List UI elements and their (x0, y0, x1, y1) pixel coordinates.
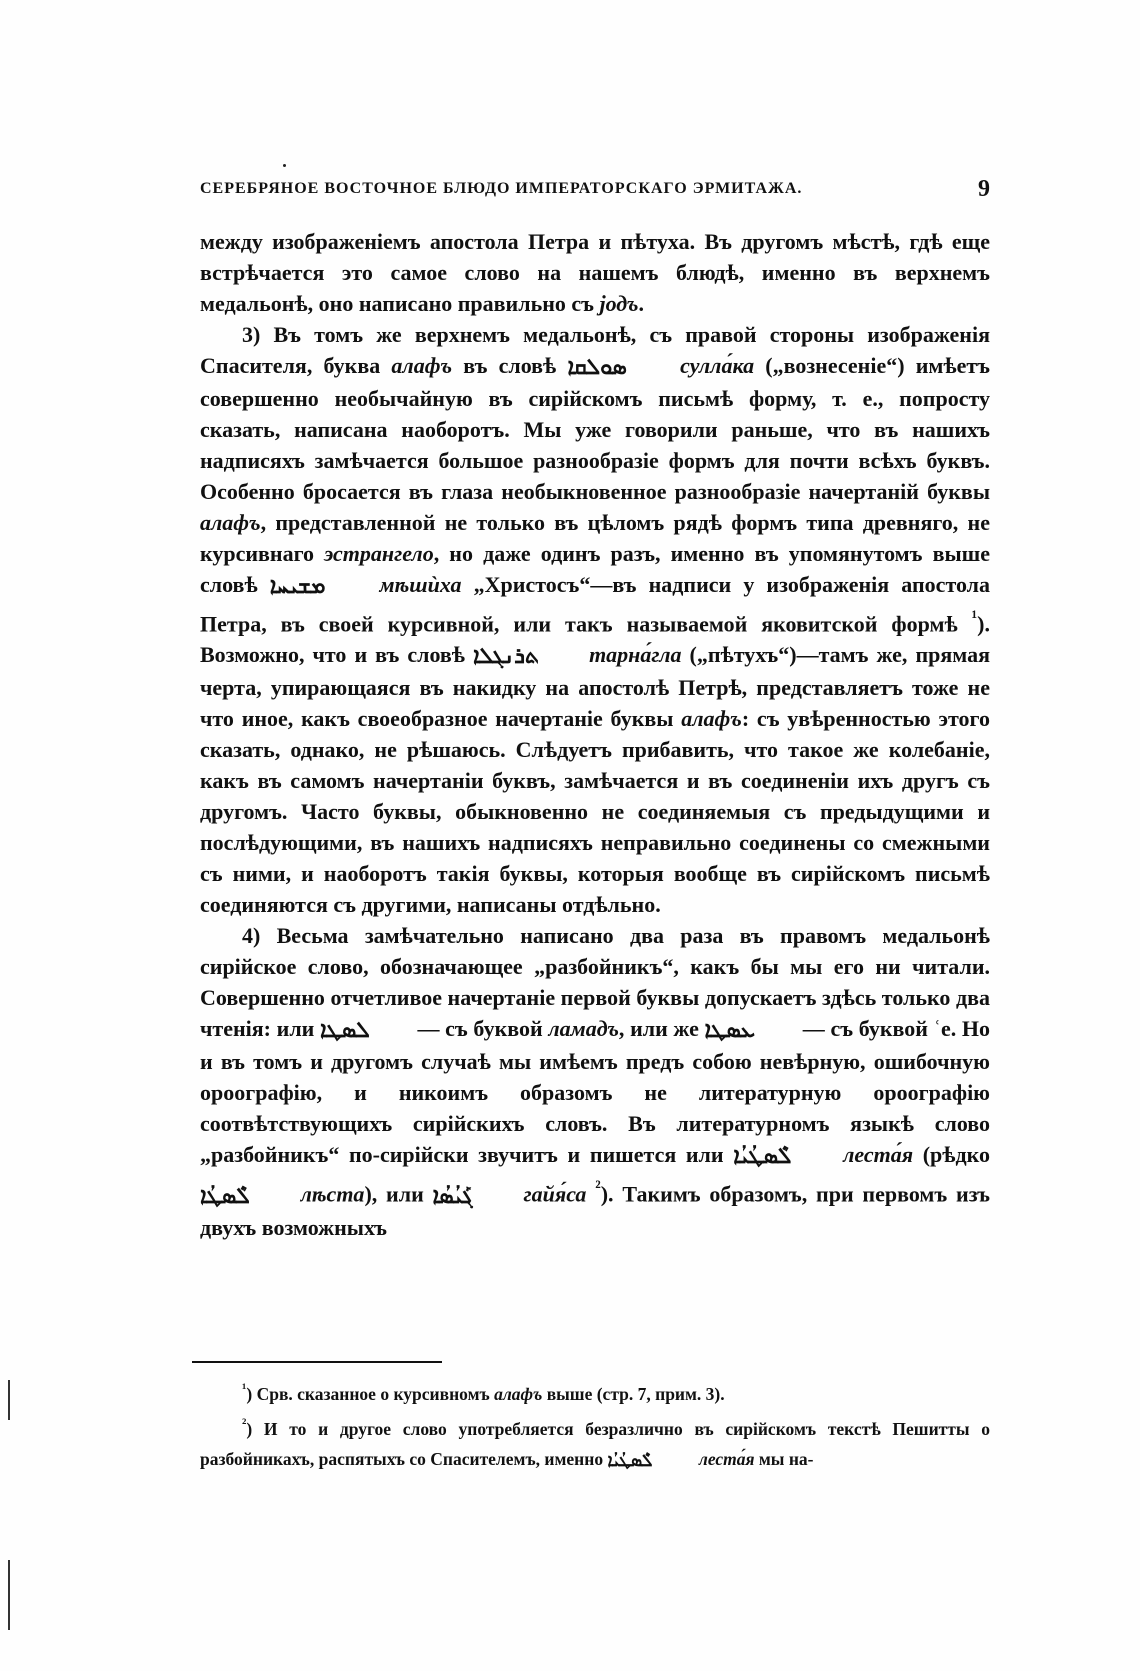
text-run: („пѣтухъ“)—тамъ же, прямая черта, упирающаяся въ накидку на апостолѣ Петрѣ, представляетъ тоже не что иное, какъ своеобразное начертаніе буквы (200, 642, 990, 732)
paragraph-2 (200, 319, 990, 920)
text-run: въ словѣ (452, 353, 568, 378)
footnotes (200, 1374, 990, 1476)
italic-term: леста́я (698, 1448, 755, 1469)
running-header (200, 176, 990, 210)
syriac-word: ܠܣܛܐ (320, 1018, 370, 1044)
italic-term: јодъ (599, 291, 639, 316)
text-run: , но даже одинъ разъ, именно въ упомянутомъ выше словѣ (200, 541, 990, 597)
text-run: 4) Весьма замѣчательно написано два раза въ правомъ медальонѣ сирійское слово, обозначающее „разбойникъ“, какъ бы мы его ни читали. Совершенно отчетливое начертаніе первой буквы допускаетъ здѣсь только два чтенія: или (200, 923, 990, 1042)
italic-term: леста́я (843, 1142, 914, 1168)
paragraph-1 (200, 226, 990, 319)
italic-term: мѣшѝха (379, 572, 462, 597)
italic-term: тарна́гла (589, 642, 682, 668)
text-run: , или же (618, 1016, 705, 1042)
italic-term: алафъ (200, 510, 261, 535)
text-run: между изображеніемъ апостола Петра и пѣтуха. Въ другомъ мѣстѣ, гдѣ еще встрѣчается это самое слово на нашемъ блюдѣ, именно въ верхнемъ медальонѣ, оно написано правильно съ (200, 229, 990, 316)
text-run: ). Возможно, что и въ словѣ (200, 611, 990, 668)
syriac-word: ܠܶܣܛܳܐ (200, 1183, 250, 1209)
syriac-word: ܬܪܢܓܠܐ (473, 644, 540, 670)
text-run: мы на- (754, 1448, 814, 1469)
page-edge-mark (8, 1380, 10, 1420)
italic-term: ламадъ (548, 1016, 619, 1042)
print-speck (283, 164, 286, 167)
text-run: „Христосъ“—въ надписи у изображенія апостола Петра, въ своей курсивной, или такъ называемой яковитской формѣ (200, 572, 991, 637)
text-run: ). Такимъ образомъ, при первомъ изъ двухъ возможныхъ (200, 1181, 990, 1240)
text-run: ) Срв. сказанное о курсивномъ (246, 1383, 495, 1404)
text-run: , представленной не только въ цѣломъ рядѣ формъ типа древняго, не курсивнаго (200, 510, 990, 566)
footnote-marker: ¹ (971, 607, 978, 627)
text-run: ) И то и другое слово употребляется безразлично въ сирійскомъ текстѣ Пешитты о разбойникахъ, распятыхъ со Спасителемъ, именно (200, 1418, 990, 1469)
text-run: — съ буквой (411, 1016, 549, 1042)
text-run: — съ буквой ʿе. Но и въ томъ и другомъ случаѣ мы имѣемъ предъ собою невѣрную, ошибочную ороографію, и никоимъ образомъ не литературную ороографію соотвѣтствующихъ сирійскихъ словъ. Въ литературномъ языкѣ слово „разбойникъ“ по-сирійски звучитъ и пишется или (200, 1016, 990, 1168)
syriac-word: ܓܰܝܳܣܳܐ (432, 1183, 473, 1209)
syriac-word: ܥܣܛܐ (704, 1018, 756, 1044)
footnote-rule (192, 1361, 442, 1363)
footnote-marker: ² (595, 1177, 601, 1198)
text-run: ), или (364, 1181, 433, 1207)
footnote-1 (200, 1374, 990, 1409)
text-run: („вознесеніе“) имѣетъ совершенно необычайную въ сирійскомъ письмѣ форму, т. е., попросту сказать, написана наоборотъ. Мы уже говорили раньше, что въ нашихъ надписяхъ замѣчается большое разнообразіе формъ для почти всѣхъ буквъ. Особенно бросается въ глаза необыкновенное разнообразіе начертаній буквы (200, 353, 990, 504)
text-run: . (638, 291, 645, 316)
page-number: 9 (978, 176, 990, 202)
text-run: (рѣдко (913, 1142, 990, 1168)
text-run: 3) Въ томъ же верхнемъ медальонѣ, съ правой стороны изображенія Спасителя, буква (200, 322, 990, 378)
italic-term: лѣста (300, 1181, 365, 1207)
text-run: выше (стр. 7, прим. 3). (542, 1383, 725, 1404)
footnote-marker: ¹ (242, 1381, 247, 1397)
syriac-word: ܡܫܝܚܐ (269, 574, 326, 599)
italic-term: алафъ (681, 706, 742, 732)
italic-term: алафъ (494, 1383, 543, 1404)
footnote-marker: ² (242, 1415, 247, 1432)
text-run: : съ увѣренностью этого сказать, однако, не рѣшаюсь. Слѣдуетъ прибавить, что такое же колебаніе, какъ въ самомъ начертаніи буквъ, замѣчается и въ соединеніи ихъ другъ съ другомъ. Часто буквы, обыкновенно не соединяемыя съ предыдущими и послѣдующими, въ нашихъ надписяхъ неправильно соединены со смежными съ ними, и наоборотъ такія буквы, которыя вообще въ сирійскомъ письмѣ соединяются съ другими, написаны отдѣльно. (200, 706, 990, 918)
running-title: СЕРЕБРЯНОЕ ВОСТОЧНОЕ БЛЮДО ИМПЕРАТОРСКАГО ЭРМИТАЖА. (200, 180, 803, 197)
footnote-2 (200, 1409, 990, 1476)
paragraph-3 (200, 920, 990, 1242)
italic-term: эстрангело (324, 541, 434, 566)
italic-term: сулла́ка (680, 353, 755, 378)
italic-term: гайя́са (523, 1181, 587, 1207)
syriac-word: ܣܘܠܩܐ (567, 355, 627, 380)
main-text (200, 226, 990, 1243)
syriac-word: ܠܶܣܛܳܝܳܐ (733, 1144, 792, 1170)
page-edge-mark (8, 1560, 10, 1630)
syriac-word: ܠܶܣܛܳܝܳܐ (607, 1450, 653, 1471)
italic-term: алафъ (391, 353, 453, 378)
